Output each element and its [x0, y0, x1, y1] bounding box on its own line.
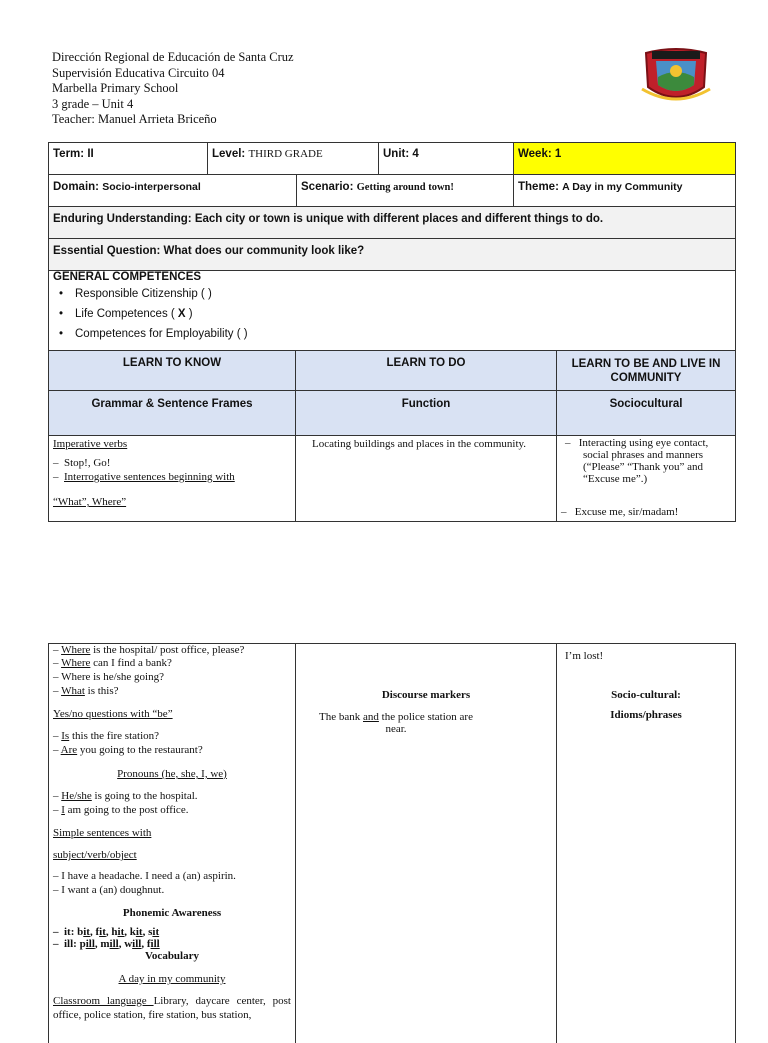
imperative-example: – Stop!, Go!: [53, 457, 111, 469]
theme-label: Theme:: [518, 181, 559, 193]
p2-underlined: I: [61, 804, 65, 816]
learn-to-be-header: LEARN TO BE AND LIVE IN COMMUNITY: [556, 350, 736, 391]
yes-no-title: Yes/no questions with “be”: [53, 708, 173, 720]
essential-question: Essential Question: What does our community look like?: [48, 238, 736, 271]
dm-and: and: [363, 711, 379, 723]
it-f: , k: [124, 926, 136, 938]
classroom-list: Library, daycare center, post office, police station, fire station, bus station,: [53, 995, 291, 1021]
simple-sentences-1: Simple sentences with: [53, 827, 152, 839]
unit-cell: [378, 142, 514, 175]
scenario-value: Getting around town!: [356, 182, 454, 193]
function-continued: [295, 643, 557, 1043]
interacting-item: – Interacting using eye contact, social phrases and manners (“Please” “Thank you” and “Excuse me”.): [565, 437, 709, 485]
q1-underlined: Where: [61, 644, 91, 656]
interacting-text: Interacting using eye contact, social phrases and manners (“Please” “Thank you” and “Excuse me”.): [578, 437, 709, 485]
ill-pre: ill: p: [64, 938, 86, 950]
s2-text: I want a (an) doughnut.: [61, 884, 165, 896]
competence-citizenship: • Responsible Citizenship ( ): [53, 284, 731, 304]
domain-cell: [48, 174, 297, 207]
discourse-markers-title: Discourse markers: [381, 689, 471, 701]
classroom-language: [53, 994, 291, 1022]
im-lost: I’m lost!: [565, 650, 604, 662]
week-label: Week:: [518, 148, 552, 160]
yn1-rest: this the fire station?: [69, 730, 160, 742]
pronoun-2: – I am going to the post office.: [53, 804, 189, 816]
question-1: – Where is the hospital/ post office, please?: [53, 644, 245, 656]
school-header: [52, 50, 294, 128]
scenario-cell: [296, 174, 514, 207]
domain-value: Socio-interpersonal: [102, 181, 201, 193]
dm-post: the police station are near.: [378, 711, 473, 735]
scenario-label: Scenario:: [301, 181, 354, 193]
ill-g: ill: [150, 938, 160, 950]
competence-employability: • Competences for Employability ( ): [53, 324, 731, 344]
header-line-4: 3 grade – Unit 4: [52, 96, 134, 111]
vocabulary-title: Vocabulary: [145, 950, 199, 962]
yn2-underlined: Are: [60, 744, 78, 756]
general-competences: [48, 270, 736, 351]
ill-f: , f: [141, 938, 151, 950]
excuse-text: Excuse me, sir/madam!: [574, 506, 679, 518]
p1-underlined: He/she: [61, 790, 92, 802]
q1-rest: is the hospital/ post office, please?: [90, 644, 245, 656]
s1-text: I have a headache. I need a (an) aspirin.: [61, 870, 236, 882]
idioms-title: Idioms/phrases: [610, 709, 682, 721]
competence-life-close: ): [188, 308, 193, 320]
grammar-continued: [48, 643, 296, 1043]
q3-text: Where is he/she going?: [61, 671, 164, 683]
phonemic-title: Phonemic Awareness: [122, 907, 222, 919]
learn-to-do-header: LEARN TO DO: [295, 350, 557, 391]
interrogative-text: Interrogative sentences beginning with: [64, 471, 235, 483]
unit-value: 4: [412, 148, 419, 160]
imperative-example-text: Stop!, Go!: [64, 457, 111, 469]
grammar-content: [48, 435, 296, 522]
q2-underlined: Where: [61, 657, 91, 669]
theme-value: A Day in my Community: [562, 181, 683, 193]
level-label: Level:: [212, 148, 246, 160]
it-e: it: [117, 926, 125, 938]
simple-sentences-2: subject/verb/object: [53, 849, 137, 861]
yes-no-1: – Is this the fire station?: [53, 730, 160, 742]
question-3: – Where is he/she going?: [53, 671, 164, 683]
pronoun-1: – He/she is going to the hospital.: [53, 790, 198, 802]
yn2-rest: you going to the restaurant?: [77, 744, 203, 756]
pronouns-title: Pronouns (he, she, I, we): [117, 768, 227, 780]
phonemic-ill: – ill: pill, mill, will, fill: [53, 938, 160, 950]
competence-life-label: Life Competences (: [75, 308, 175, 320]
header-line-3: Marbella Primary School: [52, 81, 179, 95]
discourse-example: [316, 711, 476, 735]
it-b: , f: [89, 926, 100, 938]
grammar-header: Grammar & Sentence Frames: [48, 390, 296, 436]
function-content: [295, 435, 557, 522]
sentence-1: – I have a headache. I need a (an) aspirin.: [53, 870, 236, 882]
term-label: Term:: [53, 148, 85, 160]
ill-c: ill: [109, 938, 119, 950]
q4-underlined: What: [61, 685, 85, 697]
unit-label: Unit:: [383, 148, 410, 160]
level-cell: [207, 142, 379, 175]
term-cell: [48, 142, 208, 175]
competence-life-mark: X: [177, 308, 186, 320]
question-4: – What is this?: [53, 685, 119, 697]
q4-rest: is this?: [84, 685, 119, 697]
it-i: it: [152, 926, 160, 938]
excuse-item: – Excuse me, sir/madam!: [561, 506, 679, 518]
competence-life: [53, 304, 731, 324]
p1-rest: is going to the hospital.: [91, 790, 198, 802]
ill-a: ill: [85, 938, 95, 950]
sociocultural-content: [556, 435, 736, 522]
week-cell: [513, 142, 736, 175]
enduring-understanding: Enduring Understanding: Each city or town is unique with different places and different things to do.: [48, 206, 736, 239]
ill-d: , w: [118, 938, 133, 950]
week-value: 1: [554, 148, 562, 160]
day-community-title: A day in my community: [118, 973, 226, 985]
yes-no-2: – Are you going to the restaurant?: [53, 744, 203, 756]
domain-label: Domain:: [53, 181, 99, 193]
dm-pre: The bank: [319, 711, 363, 723]
competences-title: GENERAL COMPETENCES: [53, 271, 202, 283]
it-a: it: [83, 926, 90, 938]
phonemic-it: – it: bit, fit, hit, kit, sit: [53, 926, 160, 938]
ill-e: ill: [132, 938, 142, 950]
q2-rest: can I find a bank?: [90, 657, 172, 669]
it-h: , s: [142, 926, 153, 938]
sociocultural-continued: [556, 643, 736, 1043]
socio-cultural-title: Socio-cultural:: [611, 689, 681, 701]
ill-b: , m: [94, 938, 110, 950]
learn-to-know-header: LEARN TO KNOW: [48, 350, 296, 391]
function-header: Function: [295, 390, 557, 436]
it-g: it: [135, 926, 143, 938]
interrogative-line: – Interrogative sentences beginning with: [53, 471, 235, 483]
sentence-2: – I want a (an) doughnut.: [53, 884, 165, 896]
level-value: THIRD GRADE: [248, 148, 323, 160]
theme-cell: [513, 174, 736, 207]
it-c: it: [99, 926, 106, 938]
yn1-underlined: Is: [61, 730, 70, 742]
question-2: – Where can I find a bank?: [53, 657, 172, 669]
header-line-5: Teacher: Manuel Arrieta Briceño: [52, 112, 217, 126]
it-d: , h: [105, 926, 118, 938]
what-where: “What”, Where”: [53, 496, 127, 508]
term-value: II: [87, 148, 94, 160]
header-line-2: Supervisión Educativa Circuito 04: [52, 65, 225, 80]
imperative-verbs: Imperative verbs: [53, 438, 128, 450]
header-line-1: Dirección Regional de Educación de Santa Cruz: [52, 50, 294, 64]
sociocultural-header: Sociocultural: [556, 390, 736, 436]
p2-rest: am going to the post office.: [64, 804, 189, 816]
classroom-label: Classroom language: [53, 995, 154, 1007]
school-crest-icon: [640, 47, 712, 103]
function-text: Locating buildings and places in the community.: [312, 438, 527, 450]
it-pre: it: b: [64, 926, 84, 938]
